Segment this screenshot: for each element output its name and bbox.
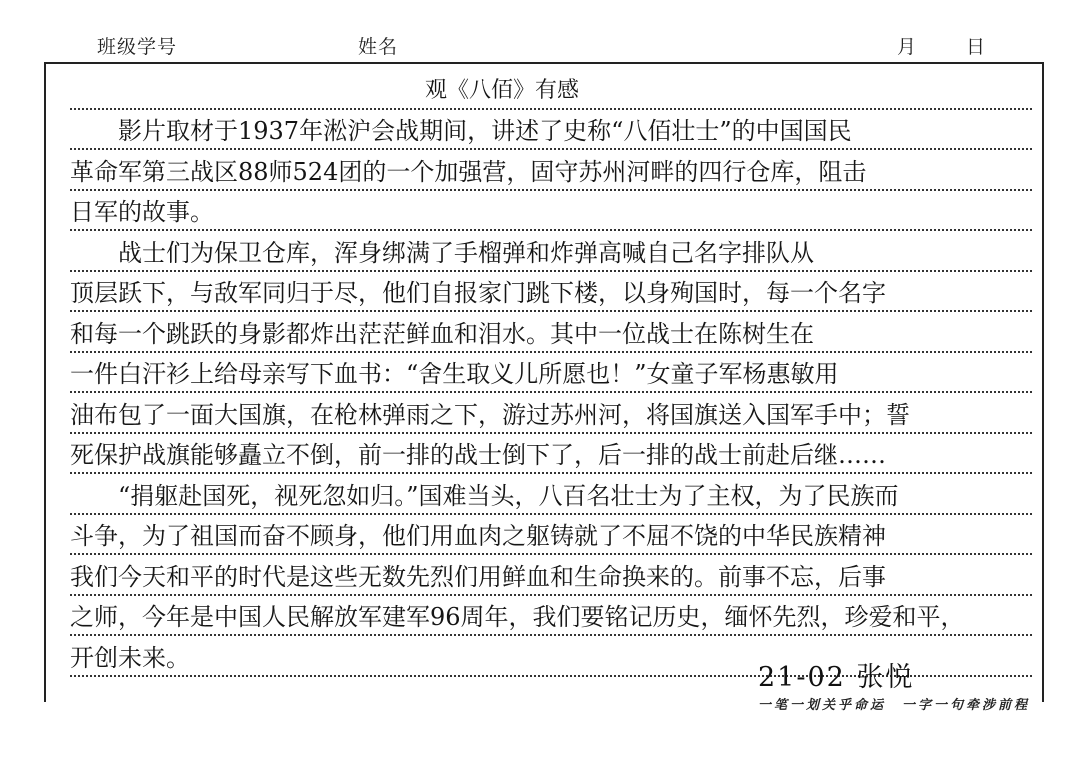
ruled-line xyxy=(70,513,1032,515)
ruled-line xyxy=(70,310,1032,312)
essay-line: 油布包了一面大国旗，在枪林弹雨之下，游过苏州河，将国旗送入国军手中；誓 xyxy=(70,401,910,429)
essay-line: 顶层跃下，与敌军同归于尽，他们自报家门跳下楼，以身殉国时，每一个名字 xyxy=(70,279,886,307)
essay-line: 我们今天和平的时代是这些无数先烈们用鲜血和生命换来的。前事不忘，后事 xyxy=(70,563,886,591)
signature: 21-02 张悦 xyxy=(758,662,915,693)
essay-line: “捐躯赴国死，视死忽如归。”国难当头，八百名壮士为了主权，为了民族而 xyxy=(118,482,899,510)
ruled-line xyxy=(70,351,1032,353)
ruled-line xyxy=(70,594,1032,596)
essay-line: 之师，今年是中国人民解放军建军96周年，我们要铭记历史，缅怀先烈，珍爱和平， xyxy=(70,603,965,631)
essay-line: 影片取材于1937年淞沪会战期间，讲述了史称“八佰壮士”的中国国民 xyxy=(118,117,852,145)
ruled-line xyxy=(70,229,1032,231)
ruled-line xyxy=(70,391,1032,393)
ruled-line xyxy=(70,270,1032,272)
essay-line: 一件白汗衫上给母亲写下血书：“舍生取义儿所愿也！”女童子军杨惠敏用 xyxy=(70,360,839,388)
ruled-line xyxy=(70,432,1032,434)
ruled-line xyxy=(70,148,1032,150)
essay-title: 观《八佰》有感 xyxy=(425,78,580,103)
class-id-label: 班级学号 xyxy=(97,36,178,58)
ruled-line xyxy=(70,472,1032,474)
essay-line: 日军的故事。 xyxy=(70,198,214,226)
essay-line: 死保护战旗能够矗立不倒，前一排的战士倒下了，后一排的战士前赴后继…… xyxy=(70,441,886,469)
essay-line: 战士们为保卫仓库，浑身绑满了手榴弹和炸弹高喊自己名字排队从 xyxy=(118,239,814,267)
footer-motto: 一笔一划关乎命运 一字一句牵涉前程 xyxy=(757,698,1030,713)
ruled-line xyxy=(70,108,1032,110)
essay-line: 开创未来。 xyxy=(70,644,190,672)
essay-line: 和每一个跳跃的身影都炸出茫茫鲜血和泪水。其中一位战士在陈树生在 xyxy=(70,320,814,348)
month-label: 月 xyxy=(897,36,918,58)
day-label: 日 xyxy=(966,36,987,58)
essay-line: 斗争，为了祖国而奋不顾身，他们用血肉之躯铸就了不屈不饶的中华民族精神 xyxy=(70,522,886,550)
ruled-line xyxy=(70,189,1032,191)
name-label: 姓名 xyxy=(358,36,399,58)
ruled-line xyxy=(70,634,1032,636)
ruled-line xyxy=(70,553,1032,555)
essay-line: 革命军第三战区88师524团的一个加强营，固守苏州河畔的四行仓库，阻击 xyxy=(70,158,867,186)
